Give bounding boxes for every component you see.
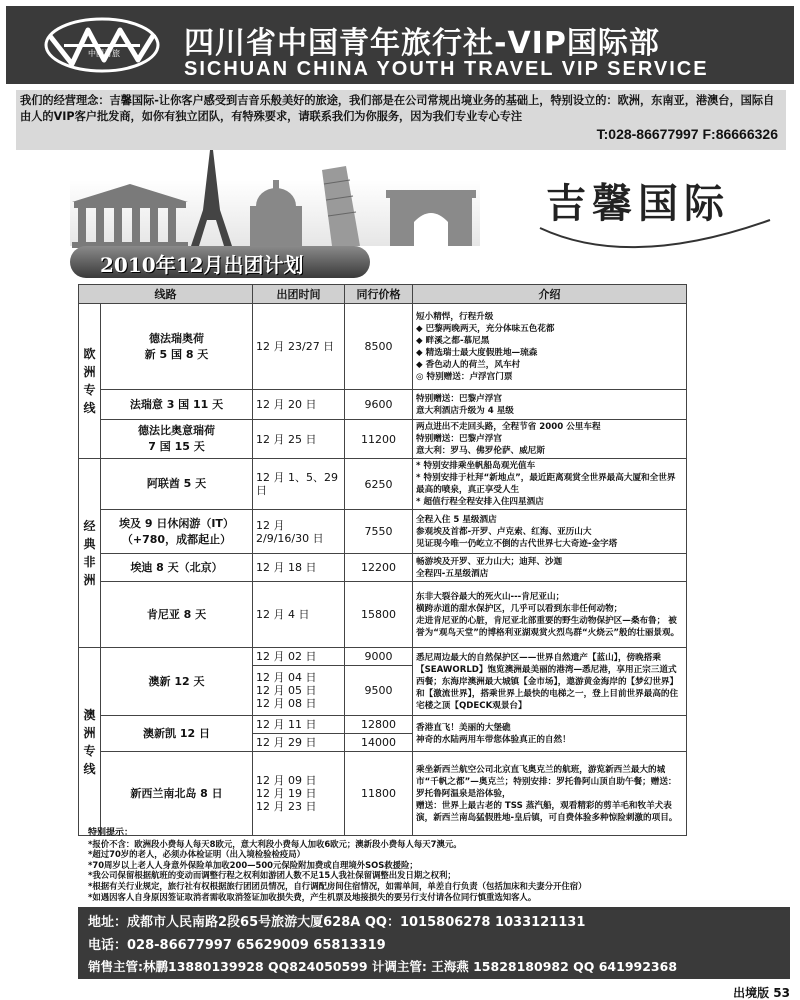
- route-cell: 肯尼亚 8 天: [101, 582, 253, 648]
- table-row: [79, 716, 687, 734]
- price-cell: 15800: [345, 582, 413, 648]
- table-row: [79, 648, 687, 666]
- footer-contact: [78, 907, 790, 979]
- region-africa: 经典非洲: [79, 459, 101, 648]
- price-cell: 14000: [345, 734, 413, 752]
- table-row: [79, 752, 687, 836]
- price-cell: 7550: [345, 510, 413, 554]
- region-europe: 欧洲专线: [79, 304, 101, 459]
- special-notes: [88, 828, 778, 902]
- note-line: *如遇因客人自身原因签证取消者需收取消签证加收损失费，产生机票及地接损失的要另行支付请各位同行慎重选知客人。: [88, 891, 537, 902]
- header-route: 线路: [79, 285, 253, 304]
- route-cell: 埃迪 8 天（北京）: [101, 554, 253, 582]
- table-row: [79, 459, 687, 510]
- route-cell: 阿联酋 5 天: [101, 459, 253, 510]
- price-cell: 6250: [345, 459, 413, 510]
- table-row: [79, 582, 687, 648]
- date-cell: 12 月 2/9/16/30 日: [253, 510, 345, 554]
- note-line: *超过70岁的老人，必须办体检证明（出入境检验检疫局）: [88, 849, 306, 860]
- table-header-row: [79, 285, 687, 304]
- region-australia: 澳洲专线: [79, 648, 101, 836]
- desc-cell: 乘坐新西兰航空公司北京直飞奥克兰的航班，游览新西兰最大的城市“千帆之都”—奥克兰；特别安排：罗托鲁阿山顶自助午餐；赠送：罗托鲁阿温泉是浴体验， 赠送：世界上最古老的 TSS 蒸汽船，观看精彩的剪羊毛和牧羊犬表演，新西兰南岛猛假胜地-皇后镇，可自费体验多种惊险刺激的项目。: [413, 752, 687, 836]
- price-cell: 11200: [345, 420, 413, 459]
- notes-title: 特别提示：: [88, 828, 134, 838]
- table-row: [79, 420, 687, 459]
- desc-cell: * 特别安排乘坐帆船岛观光值车 * 特别安排于杜拜“新地点”，最近距离观赏全世界最高大厦和全世界最高的喷泉，真正享受人生 * 超值行程全程安排入住四星酒店: [413, 459, 687, 510]
- price-cell: 11800: [345, 752, 413, 836]
- route-cell: 澳新 12 天: [101, 648, 253, 716]
- date-cell: 12 月 23/27 日: [253, 304, 345, 390]
- footer-managers: 销售主管:林鹏13880139928 QQ824050599 计调主管: 王海燕 15828180982 QQ 641992368: [88, 959, 678, 974]
- route-cell: 埃及 9 日休闲游（IT） （+780，成都起止）: [101, 510, 253, 554]
- desc-cell: 特别赠送：巴黎卢浮宫 意大利酒店升级为 4 星级: [413, 390, 687, 420]
- note-line: *70周岁以上老人人身意外保险单加收200—500元保险附加费或自理境外SOS救援险；: [88, 859, 418, 870]
- plan-title: 2010年12月出团计划: [100, 253, 304, 277]
- desc-cell: 全程入住 5 星级酒店 参观埃及首都-开罗、卢克索、红海、亚历山大 见证现今唯一仍屹立不倒的古代世界七大奇迹-金字塔: [413, 510, 687, 554]
- desc-cell: 短小精悍，行程升级 ◆ 巴黎两晚两天，充分体味五色花都 ◆ 畔溪之都-慕尼黑 ◆ 精选瑞士最大度假胜地—琉森 ◆ 香色动人的荷兰，风车村 ◎ 特别赠送：卢浮宫门票: [413, 304, 687, 390]
- price-cell: 9600: [345, 390, 413, 420]
- route-cell: 德法比奥意瑞荷 7 国 15 天: [101, 420, 253, 459]
- route-cell: 德法瑞奥荷 新 5 国 8 天: [101, 304, 253, 390]
- date-cell: 12 月 1、5、29 日: [253, 459, 345, 510]
- intro-text: 我们的经营理念：吉馨国际-让你客户感受到吉音乐般美好的旅途，我们部是在公司常规出境业务的基础上，特别设立的：欧洲，东南亚，港澳台，国际自由人的VIP客户批发商，如你有独立团队，有特殊要求，请联系我们为你服务，因为我们专业专心专注: [20, 94, 775, 123]
- price-cell: 12200: [345, 554, 413, 582]
- date-cell: 12 月 4 日: [253, 582, 345, 648]
- header-date: 出团时间: [253, 285, 345, 304]
- desc-cell: 东非大裂谷最大的死火山---肯尼亚山； 横跨赤道的甜水保护区，几乎可以看到东非任何动物； 走进肯尼亚的心脏，肯尼亚北部重要的野生动物保护区—桑布鲁； 被誉为“观鸟天堂”的博格利亚湖观赏火烈鸟群“火烧云”般的壮丽景观。: [413, 582, 687, 648]
- price-cell: 9000: [345, 648, 413, 666]
- page-number: 出境版 53: [733, 986, 790, 1000]
- table-row: [79, 304, 687, 390]
- footer-address: 地址：成都市人民南路2段65号旅游大厦628A QQ：1015806278 1033121131: [88, 915, 586, 930]
- date-cell: 12 月 20 日: [253, 390, 345, 420]
- note-line: *根据有关行业规定，旅行社有权根据旅行团团员情况，自行调配房间住宿情况，如需单间，单差自行负责（包括加床和夫妻分开住宿）: [88, 880, 587, 891]
- footer-phone: 电话：028-86677997 65629009 65813319: [88, 938, 386, 953]
- intro-box: [16, 90, 786, 150]
- table-row: [79, 390, 687, 420]
- note-line: *我公司保留根据航班的变动而调整行程之权利如游团人数不足15人我社保留调整出发日期之权利；: [88, 870, 456, 881]
- header-band: [6, 6, 794, 84]
- desc-cell: 悉尼周边最大的自然保护区——世界自然遗产【蓝山】，傍晚搭乘【SEAWORLD】饱览澳洲最美丽的港湾—悉尼港，享用正宗三道式西餐；东海岸澳洲最大城镇【金市场】，遨游黄金海岸的【梦幻世界】和【激流世界】，搭乘世界上最快的电梯之一，登上目前世界最高的住宅楼之顶【QDECK观景台】: [413, 648, 687, 716]
- date-cell: 12 月 29 日: [253, 734, 345, 752]
- desc-cell: 两点进出不走回头路，全程节省 2000 公里车程 特别赠送：巴黎卢浮宫 意大利：罗马、佛罗伦萨、威尼斯: [413, 420, 687, 459]
- header-title-cn: 四川省中国青年旅行社-VIP国际部: [184, 26, 660, 61]
- tour-table: [78, 284, 686, 836]
- date-cell: 12 月 11 日: [253, 716, 345, 734]
- date-cell: 12 月 02 日: [253, 648, 345, 666]
- desc-cell: 香港直飞！美丽的大堡礁 神奇的水陆两用车带您体验真正的自然！: [413, 716, 687, 752]
- route-cell: 新西兰南北岛 8 日: [101, 752, 253, 836]
- route-cell: 澳新凯 12 日: [101, 716, 253, 752]
- header-intro: 介绍: [413, 285, 687, 304]
- arc-de-triomphe-icon: [386, 190, 476, 246]
- date-cell: 12 月 18 日: [253, 554, 345, 582]
- route-cell: 法瑞意 3 国 11 天: [101, 390, 253, 420]
- date-cell: 12 月 25 日: [253, 420, 345, 459]
- price-cell: 9500: [345, 666, 413, 716]
- table-row: [79, 554, 687, 582]
- intro-phone: T:028-86677997 F:86666326: [596, 126, 778, 142]
- desc-cell: 畅游埃及开罗、亚力山大；迪拜、沙迦 全程四-五星级酒店: [413, 554, 687, 582]
- table-row: [79, 510, 687, 554]
- price-cell: 8500: [345, 304, 413, 390]
- logo-text: 中国青旅: [88, 49, 120, 58]
- header-price: 同行价格: [345, 285, 413, 304]
- date-cell: 12 月 04 日 12 月 05 日 12 月 08 日: [253, 666, 345, 716]
- calligraphy-brand: 吉馨国际: [546, 180, 730, 227]
- note-line: *报价不含：欧洲段小费每人每天8欧元，意大利段小费每人加收6欧元；澳新段小费每人每天7澳元。: [88, 838, 462, 849]
- cyts-logo-icon: [42, 16, 162, 74]
- price-cell: 12800: [345, 716, 413, 734]
- date-cell: 12 月 09 日 12 月 19 日 12 月 23 日: [253, 752, 345, 836]
- header-title-en: SICHUAN CHINA YOUTH TRAVEL VIP SERVICE: [184, 58, 709, 80]
